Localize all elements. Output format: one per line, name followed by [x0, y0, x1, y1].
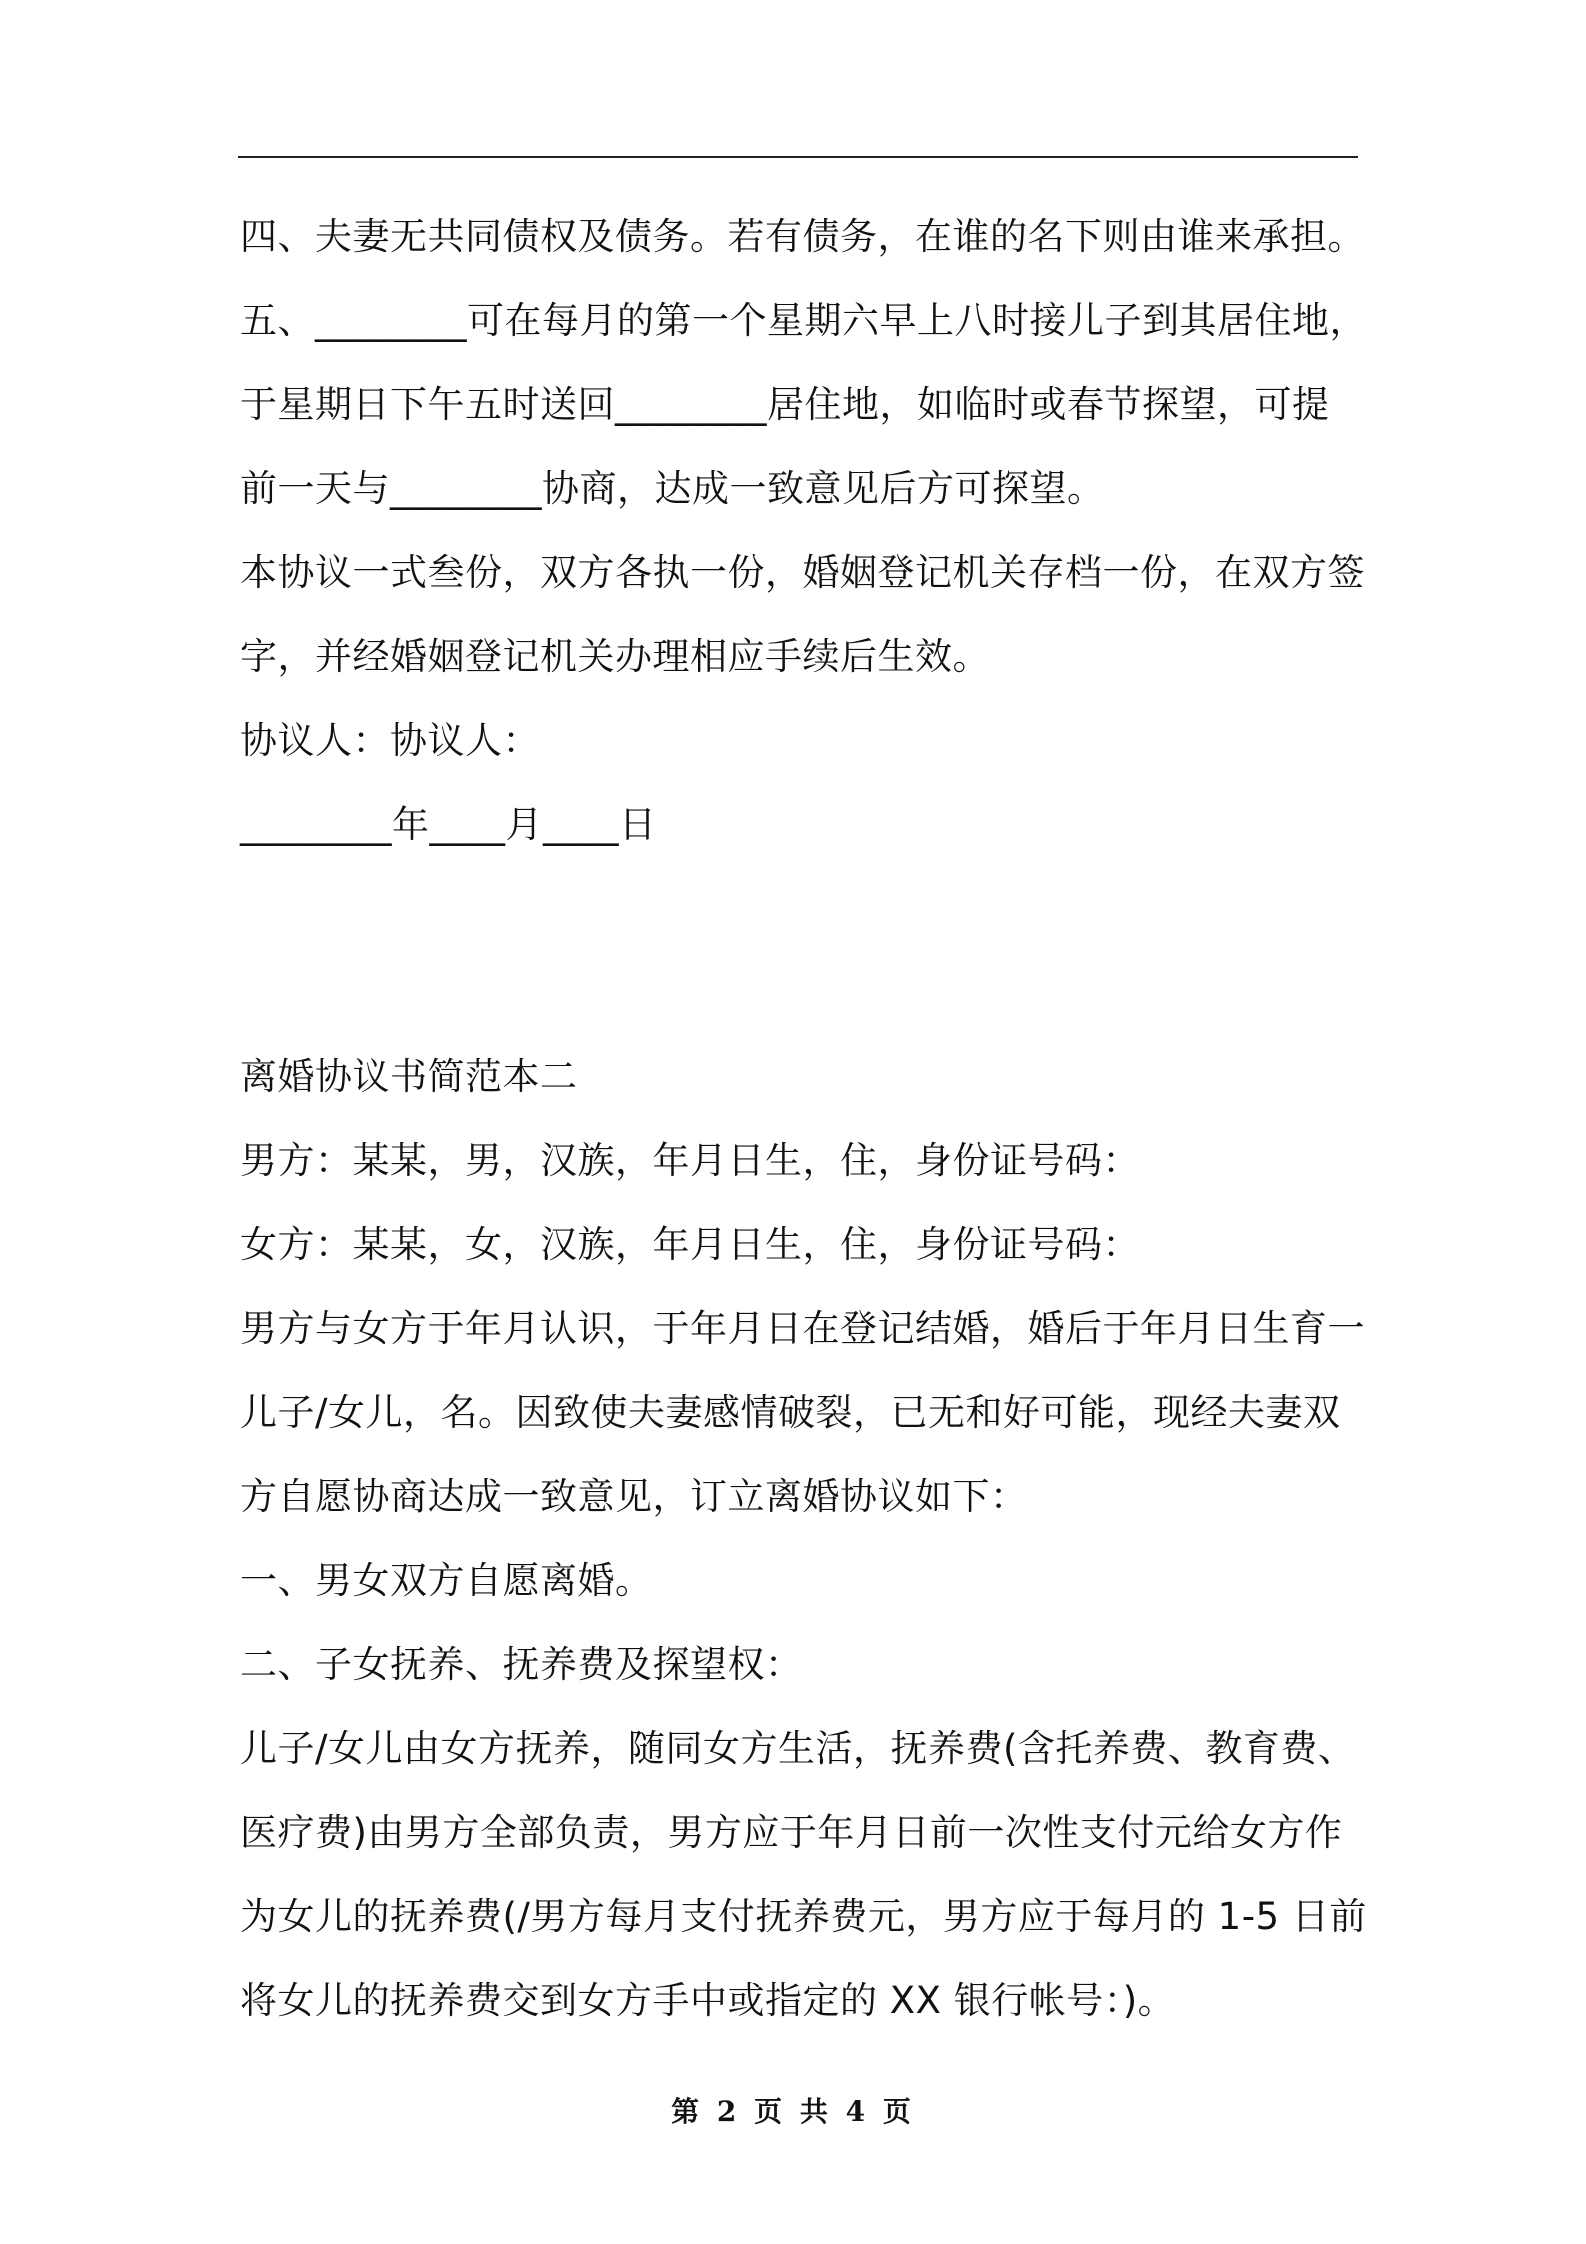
female-party-line: 女方：某某，女，汉族，年月日生，住，身份证号码： [240, 1223, 1140, 1266]
custody-line-3: 为女儿的抚养费(/男方每月支付抚养费元，男方应于每月的 1-5 日前 [240, 1895, 1367, 1938]
custody-line-2: 医疗费)由男方全部负责，男方应于年月日前一次性支付元给女方作 [240, 1811, 1343, 1854]
clause-five-line-1: 五、________可在每月的第一个星期六早上八时接儿子到其居住地， [240, 299, 1367, 342]
clause-five-line-3: 前一天与________协商，达成一致意见后方可探望。 [240, 467, 1105, 510]
date-line: ________年____月____日 [240, 803, 657, 846]
copies-clause-line-1: 本协议一式叁份，双方各执一份，婚姻登记机关存档一份，在双方签 [240, 551, 1365, 594]
section-gap [240, 867, 1360, 1035]
clause-five-line-2: 于星期日下午五时送回________居住地，如临时或春节探望，可提 [240, 383, 1330, 426]
clause-four: 四、夫妻无共同债权及债务。若有债务，在谁的名下则由谁来承担。 [240, 215, 1365, 258]
preamble-line-2: 儿子/女儿，名。因致使夫妻感情破裂，已无和好可能，现经夫妻双 [240, 1391, 1341, 1434]
preamble-line-1: 男方与女方于年月认识，于年月日在登记结婚，婚后于年月日生育一 [240, 1307, 1365, 1350]
signatories-line: 协议人：协议人： [240, 719, 540, 762]
preamble-line-3: 方自愿协商达成一致意见，订立离婚协议如下： [240, 1475, 1028, 1518]
copies-clause-line-2: 字，并经婚姻登记机关办理相应手续后生效。 [240, 635, 990, 678]
male-party-line: 男方：某某，男，汉族，年月日生，住，身份证号码： [240, 1139, 1140, 1182]
section-title: 离婚协议书简范本二 [240, 1055, 578, 1098]
document-body [240, 195, 1367, 2043]
custody-line-4: 将女儿的抚养费交到女方手中或指定的 XX 银行帐号：)。 [240, 1979, 1176, 2022]
clause-one: 一、男女双方自愿离婚。 [240, 1559, 653, 1602]
header-rule [238, 156, 1358, 158]
custody-line-1: 儿子/女儿由女方抚养，随同女方生活，抚养费(含托养费、教育费、 [240, 1727, 1356, 1770]
page-number: 第 2 页 共 4 页 [671, 2095, 915, 2128]
clause-two-heading: 二、子女抚养、抚养费及探望权： [240, 1643, 803, 1686]
